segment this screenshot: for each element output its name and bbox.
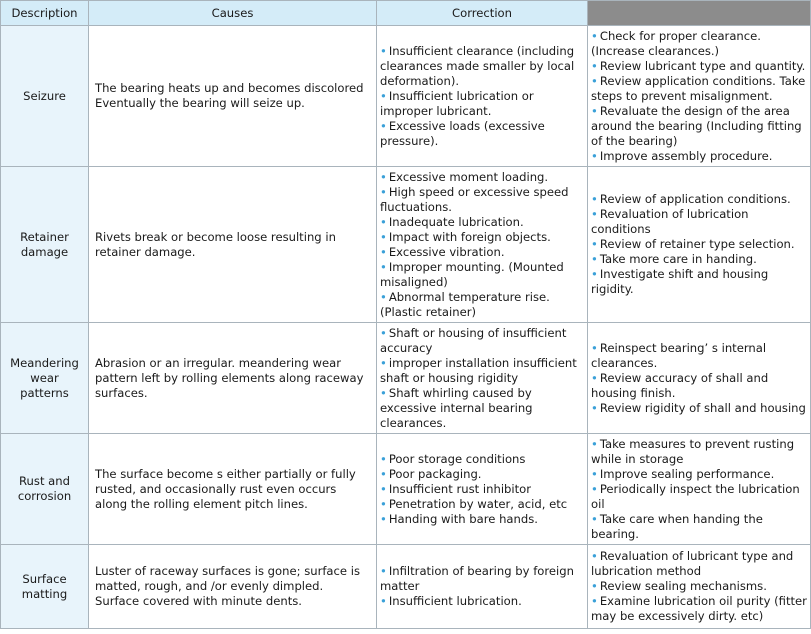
correction-list <box>380 44 584 149</box>
bullet-icon: • <box>591 511 598 526</box>
table-row <box>1 167 811 323</box>
correction-list <box>380 326 584 431</box>
causes-cell: Rivets break or become loose resulting in retainer damage. <box>89 167 377 323</box>
bullet-icon: • <box>380 214 387 229</box>
description-cell: Rust and corrosion <box>1 434 89 545</box>
list-item-text: Poor packaging. <box>388 466 482 481</box>
list-item <box>591 207 807 237</box>
bullet-icon: • <box>591 207 598 221</box>
bullet-icon: • <box>591 340 598 355</box>
list-item <box>591 594 807 624</box>
description-cell: Surface matting <box>1 545 89 629</box>
list-item-text: Insufficient lubrication. <box>388 594 522 608</box>
bullet-icon: • <box>380 43 387 58</box>
list-item-text: Shaft whirling caused by excessive internal bearing clearances. <box>380 385 533 430</box>
list-item <box>380 356 584 386</box>
list-item-text: Review sealing mechanisms. <box>599 579 767 593</box>
list-item <box>591 252 807 267</box>
bullet-icon: • <box>591 103 598 118</box>
list-item-text: Abnormal temperature rise. (Plastic retainer) <box>380 289 550 319</box>
bullet-icon: • <box>591 370 598 385</box>
list-item <box>591 267 807 297</box>
bullet-icon: • <box>380 229 387 244</box>
list-item <box>591 371 807 401</box>
remedy-list <box>591 341 807 416</box>
list-item <box>591 579 807 594</box>
remedy-cell <box>588 26 811 167</box>
bullet-icon: • <box>591 267 598 281</box>
bullet-icon: • <box>591 252 598 266</box>
bullet-icon: • <box>591 192 598 206</box>
remedy-list <box>591 549 807 624</box>
list-item <box>380 452 584 467</box>
list-item-text: Excessive loads (excessive pressure). <box>380 118 545 148</box>
causes-cell: The bearing heats up and becomes discolored Eventually the bearing will seize up. <box>89 26 377 167</box>
remedy-cell <box>588 434 811 545</box>
remedy-cell <box>588 323 811 434</box>
table-row <box>1 26 811 167</box>
bullet-icon: • <box>380 289 387 304</box>
list-item <box>591 59 807 74</box>
list-item-text: Take care when handing the bearing. <box>591 511 763 541</box>
list-item-text: Insufficient clearance (including clearances made smaller by local deformation). <box>380 43 575 88</box>
list-item-text: Review lubricant type and quantity. <box>599 58 806 73</box>
list-item-text: Excessive vibration. <box>388 244 505 259</box>
bullet-icon: • <box>380 355 387 370</box>
correction-cell <box>377 323 588 434</box>
list-item <box>380 119 584 149</box>
list-item-text: Penetration by water, acid, etc <box>388 496 568 511</box>
list-item <box>380 482 584 497</box>
list-item <box>380 245 584 260</box>
list-item-text: Impact with foreign objects. <box>388 229 551 244</box>
bullet-icon: • <box>591 481 598 496</box>
list-item-text: Take more care in handing. <box>599 252 757 266</box>
list-item-text: Infiltration of bearing by foreign matter <box>380 564 574 593</box>
list-item-text: Examine lubrication oil purity (fitter may be excessively dirty. etc) <box>591 594 807 623</box>
list-item-text: Handing with bare hands. <box>388 511 538 526</box>
bullet-icon: • <box>380 496 387 511</box>
list-item <box>380 497 584 512</box>
list-item <box>591 341 807 371</box>
remedy-list <box>591 192 807 297</box>
list-item-text: Reinspect bearing’ s internal clearances. <box>591 340 767 370</box>
table-row <box>1 434 811 545</box>
bullet-icon: • <box>380 466 387 481</box>
list-item-text: Improve assembly procedure. <box>599 148 773 163</box>
bullet-icon: • <box>380 325 387 340</box>
bullet-icon: • <box>380 594 387 608</box>
bullet-icon: • <box>591 466 598 481</box>
list-item <box>591 29 807 59</box>
bullet-icon: • <box>380 118 387 133</box>
bullet-icon: • <box>591 549 598 563</box>
list-item-text: Check for proper clearance. (Increase clearances.) <box>591 28 761 58</box>
list-item <box>591 237 807 252</box>
bullet-icon: • <box>380 169 387 184</box>
list-item <box>380 467 584 482</box>
list-item-text: Revaluation of lubricant type and lubrication method <box>591 549 794 578</box>
list-item-text: Shaft or housing of insufficient accuracy <box>380 325 567 355</box>
list-item <box>591 482 807 512</box>
list-item-text: High speed or excessive speed fluctuations. <box>380 184 569 214</box>
correction-cell <box>377 167 588 323</box>
bullet-icon: • <box>591 594 598 608</box>
list-item-text: Periodically inspect the lubrication oil <box>591 481 800 511</box>
list-item <box>591 401 807 416</box>
bullet-icon: • <box>591 58 598 73</box>
list-item <box>380 290 584 320</box>
list-item-text: Revaluation of lubrication conditions <box>591 207 749 236</box>
list-item-text: Insufficient rust inhibitor <box>388 481 532 496</box>
list-item-text: Take measures to prevent rusting while in storage <box>591 436 795 466</box>
list-item <box>591 437 807 467</box>
list-item-text: Review of retainer type selection. <box>599 237 795 251</box>
list-item-text: Poor storage conditions <box>388 451 526 466</box>
list-item-text: Investigate shift and housing rigidity. <box>591 267 769 296</box>
bullet-icon: • <box>380 184 387 199</box>
list-item <box>591 192 807 207</box>
bullet-icon: • <box>591 73 598 88</box>
list-item <box>380 564 584 594</box>
list-item-text: Review application conditions. Take steps to prevent misalignment. <box>591 73 806 103</box>
list-item <box>380 326 584 356</box>
description-cell: Meandering wear patterns <box>1 323 89 434</box>
list-item <box>591 467 807 482</box>
description-cell: Seizure <box>1 26 89 167</box>
list-item-text: Inadequate lubrication. <box>388 214 524 229</box>
list-item <box>380 185 584 215</box>
header-correction: Correction <box>377 1 588 26</box>
list-item-text: Insufficient lubrication or improper lubricant. <box>380 88 534 118</box>
list-item <box>380 44 584 89</box>
header-row <box>1 1 811 26</box>
causes-cell: Abrasion or an irregular. meandering wear pattern left by rolling elements along raceway surfaces. <box>89 323 377 434</box>
bullet-icon: • <box>591 436 598 451</box>
remedy-list <box>591 437 807 542</box>
table-row <box>1 545 811 629</box>
bullet-icon: • <box>380 511 387 526</box>
list-item <box>380 170 584 185</box>
bullet-icon: • <box>591 28 598 43</box>
table-row <box>1 323 811 434</box>
list-item <box>591 512 807 542</box>
list-item <box>380 230 584 245</box>
correction-list <box>380 452 584 527</box>
list-item <box>380 594 584 609</box>
remedy-cell <box>588 167 811 323</box>
list-item <box>380 512 584 527</box>
list-item-text: Review accuracy of shall and housing finish. <box>591 370 769 400</box>
list-item <box>591 149 807 164</box>
list-item-text: improper installation insufficient shaft or housing rigidity <box>380 355 577 385</box>
table-body <box>1 26 811 629</box>
bullet-icon: • <box>591 148 598 163</box>
causes-cell: Luster of raceway surfaces is gone; surface is matted, rough, and /or evenly dimpled. Surface covered with minute dents. <box>89 545 377 629</box>
list-item <box>591 549 807 579</box>
list-item-text: Improper mounting. (Mounted misaligned) <box>380 259 564 289</box>
list-item <box>380 386 584 431</box>
list-item-text: Review rigidity of shall and housing <box>599 400 806 415</box>
bullet-icon: • <box>380 481 387 496</box>
correction-cell <box>377 26 588 167</box>
correction-list <box>380 564 584 609</box>
bullet-icon: • <box>591 579 598 593</box>
list-item-text: Revaluate the design of the area around the bearing (Including fitting of the bearing) <box>591 103 802 148</box>
list-item <box>591 74 807 104</box>
correction-list <box>380 170 584 320</box>
list-item <box>380 215 584 230</box>
list-item-text: Review of application conditions. <box>599 192 791 206</box>
remedy-cell <box>588 545 811 629</box>
list-item-text: Improve sealing performance. <box>599 466 775 481</box>
bullet-icon: • <box>380 244 387 259</box>
bullet-icon: • <box>591 237 598 251</box>
bullet-icon: • <box>380 385 387 400</box>
correction-cell <box>377 434 588 545</box>
list-item <box>380 260 584 290</box>
list-item-text: Excessive moment loading. <box>388 169 549 184</box>
list-item <box>591 104 807 149</box>
bullet-icon: • <box>380 259 387 274</box>
bullet-icon: • <box>380 88 387 103</box>
list-item <box>380 89 584 119</box>
description-cell: Retainer damage <box>1 167 89 323</box>
bullet-icon: • <box>591 400 598 415</box>
bullet-icon: • <box>380 564 387 578</box>
causes-cell: The surface become s either partially or fully rusted, and occasionally rust even occurs along the rolling element pitch lines. <box>89 434 377 545</box>
header-description: Description <box>1 1 89 26</box>
bullet-icon: • <box>380 451 387 466</box>
correction-cell <box>377 545 588 629</box>
header-causes: Causes <box>89 1 377 26</box>
header-blank <box>588 1 811 26</box>
remedy-list <box>591 29 807 164</box>
